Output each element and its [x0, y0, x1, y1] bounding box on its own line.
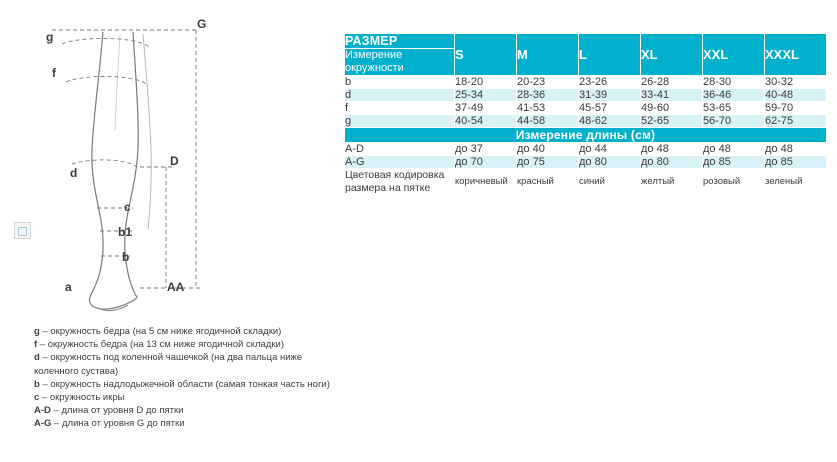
row-label-b: b — [345, 76, 455, 89]
color-coding-row — [345, 169, 827, 195]
cell-f-xl: 49-60 — [641, 102, 703, 115]
cell-ad-xxl: до 48 — [703, 143, 765, 156]
legend-term: A-G — [34, 418, 52, 430]
cell-g-l: 48-62 — [579, 115, 641, 128]
legend-line — [34, 391, 334, 404]
table-row — [345, 89, 827, 102]
cell-ag-s: до 70 — [455, 156, 517, 169]
size-column-header-xxl: XXL — [703, 34, 765, 76]
cell-d-xl: 33-41 — [641, 89, 703, 102]
table-title: РАЗМЕР — [345, 34, 455, 49]
cell-ad-m: до 40 — [517, 143, 579, 156]
svg-text:f: f — [52, 66, 56, 80]
cell-ad-xxxl: до 48 — [765, 143, 827, 156]
cell-ag-m: до 75 — [517, 156, 579, 169]
size-column-header-m: M — [517, 34, 579, 76]
cell-f-xxxl: 59-70 — [765, 102, 827, 115]
cell-d-m: 28-36 — [517, 89, 579, 102]
row-label-ag: A-G — [345, 156, 455, 169]
length-section-header — [345, 128, 827, 143]
cell-g-xl: 52-65 — [641, 115, 703, 128]
size-column-header-s: S — [455, 34, 517, 76]
cell-f-xxl: 53-65 — [703, 102, 765, 115]
svg-text:c: c — [124, 200, 131, 214]
svg-text:g: g — [46, 30, 54, 44]
color-value-xxxl: зеленый — [765, 169, 827, 195]
svg-text:b: b — [122, 250, 130, 264]
cell-g-s: 40-54 — [455, 115, 517, 128]
cell-b-xxxl: 30-32 — [765, 76, 827, 89]
legend-text: – длина от уровня G до пятки — [51, 418, 185, 430]
row-label-f: f — [345, 102, 455, 115]
legend-text: – окружность надлодыжечной области (самая тонкая часть ноги) — [39, 378, 330, 390]
svg-text:b1: b1 — [118, 225, 133, 239]
cell-ag-xl: до 80 — [641, 156, 703, 169]
cell-f-m: 41-53 — [517, 102, 579, 115]
legend-text: – окружность бедра (на 5 см ниже ягодичной складки) — [39, 326, 282, 337]
color-coding-label: Цветовая кодировка размера на пятке — [345, 169, 455, 195]
legend-term: c — [34, 392, 40, 404]
color-value-m: красный — [517, 169, 579, 195]
legend-line — [34, 417, 334, 430]
cell-g-xxl: 56-70 — [703, 115, 765, 128]
size-column-header-l: L — [579, 34, 641, 76]
legend-text: – длина от уровня D до пятки — [50, 405, 184, 417]
cell-b-l: 23-26 — [579, 76, 641, 89]
cell-b-xl: 26-28 — [641, 76, 703, 89]
leg-illustration — [0, 0, 340, 330]
legend-line — [34, 404, 334, 417]
size-table-container — [344, 33, 826, 195]
legend-text: – окружность под коленной чашечкой (на два пальца ниже коленного сустава) — [34, 352, 303, 377]
table-row — [345, 156, 827, 169]
size-table — [344, 33, 827, 195]
cell-g-m: 44-58 — [517, 115, 579, 128]
legend-term: f — [34, 339, 38, 351]
table-row — [345, 115, 827, 128]
size-column-header-xxxl: XXXL — [765, 34, 827, 76]
svg-text:a: a — [65, 280, 72, 294]
svg-text:G: G — [197, 17, 207, 31]
cell-d-xxl: 36-46 — [703, 89, 765, 102]
svg-text:D: D — [170, 154, 179, 168]
cell-b-m: 20-23 — [517, 76, 579, 89]
cell-b-s: 18-20 — [455, 76, 517, 89]
row-label-ad: A-D — [345, 143, 455, 156]
cell-ag-xxl: до 85 — [703, 156, 765, 169]
cell-d-l: 31-39 — [579, 89, 641, 102]
cell-ag-l: до 80 — [579, 156, 641, 169]
legend-line — [34, 351, 334, 377]
color-value-l: синий — [579, 169, 641, 195]
cell-ad-l: до 44 — [579, 143, 641, 156]
diagram-legend — [34, 325, 334, 431]
cell-g-xxxl: 62-75 — [765, 115, 827, 128]
row-label-d: d — [345, 89, 455, 102]
leg-measurement-diagram — [0, 0, 340, 462]
table-row — [345, 76, 827, 89]
legend-line — [34, 338, 334, 351]
length-section-title: Измерение длины (см) — [345, 128, 827, 143]
cell-b-xxl: 28-30 — [703, 76, 765, 89]
legend-term: b — [34, 378, 40, 390]
cell-ad-xl: до 48 — [641, 143, 703, 156]
table-header-row — [345, 34, 827, 49]
cell-ad-s: до 37 — [455, 143, 517, 156]
legend-text: – окружность икры — [39, 392, 125, 404]
svg-text:d: d — [70, 166, 78, 180]
legend-line — [34, 378, 334, 391]
legend-term: A-D — [34, 405, 51, 417]
table-row — [345, 102, 827, 115]
svg-text:AA: AA — [167, 280, 185, 294]
table-row — [345, 143, 827, 156]
size-column-header-xl: XL — [641, 34, 703, 76]
legend-text: – окружность бедра (на 13 см ниже ягодичной складки) — [37, 339, 284, 351]
table-subtitle: Измерение окружности — [345, 49, 455, 76]
row-label-g: g — [345, 115, 455, 128]
cell-d-s: 25-34 — [455, 89, 517, 102]
legend-term: g — [34, 326, 40, 337]
color-value-xl: желтый — [641, 169, 703, 195]
cell-d-xxxl: 40-48 — [765, 89, 827, 102]
cell-f-l: 45-57 — [579, 102, 641, 115]
color-value-xxl: розовый — [703, 169, 765, 195]
cell-ag-xxxl: до 85 — [765, 156, 827, 169]
cell-f-s: 37-49 — [455, 102, 517, 115]
legend-term: d — [34, 352, 40, 364]
color-value-s: коричневый — [455, 169, 517, 195]
legend-line — [34, 325, 334, 338]
